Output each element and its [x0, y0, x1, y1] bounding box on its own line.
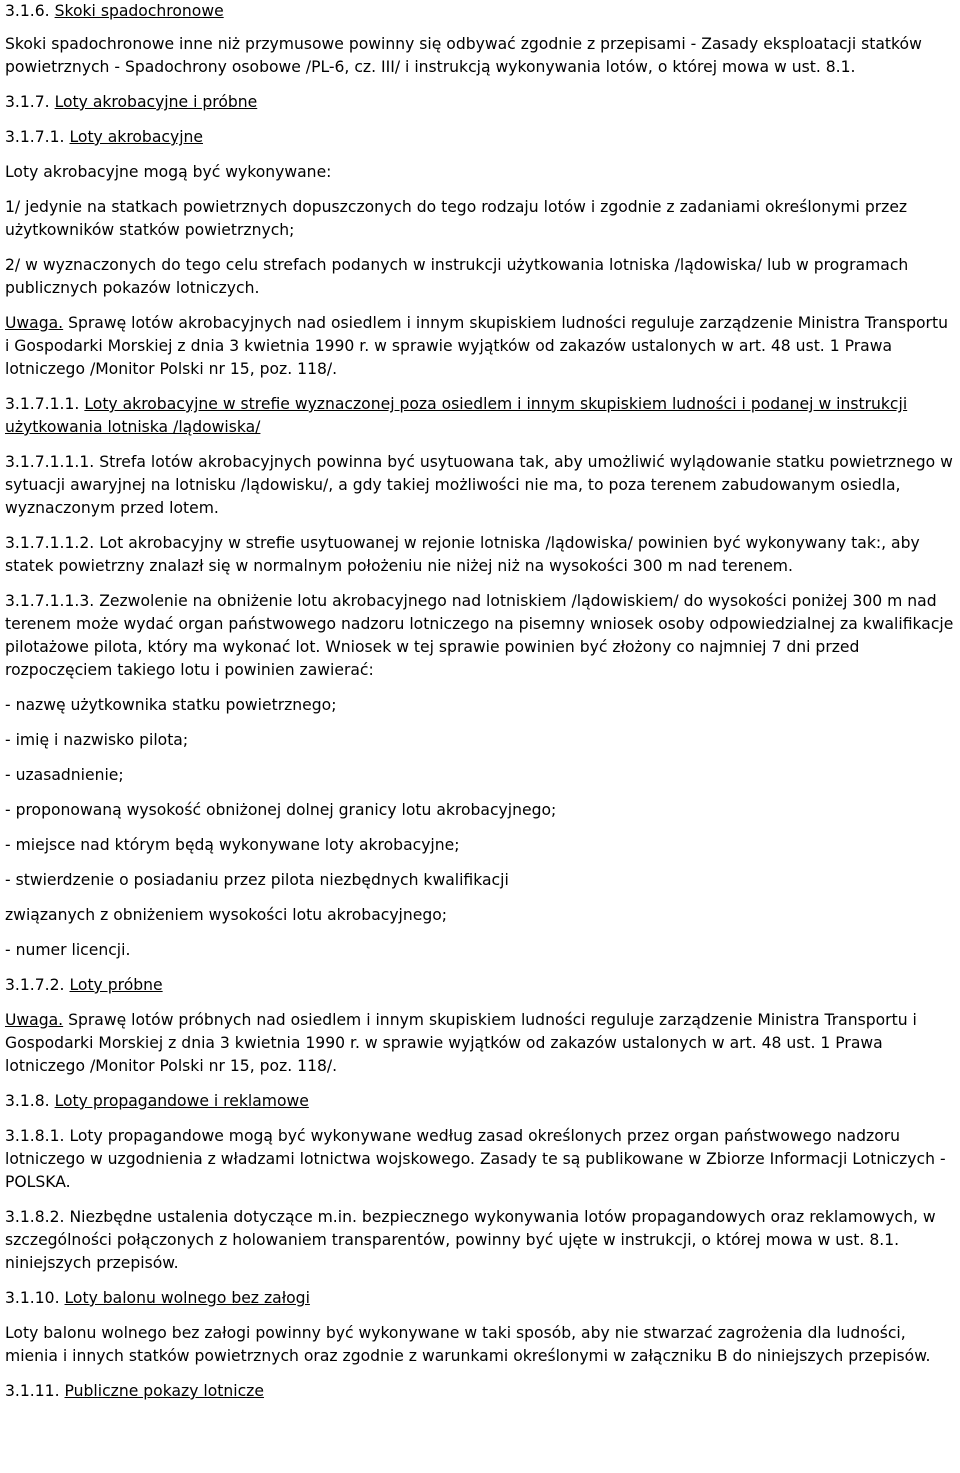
list-item: - uzasadnienie; [5, 766, 124, 784]
section-title: Publiczne pokazy lotnicze [64, 1382, 264, 1400]
note-paragraph [5, 1009, 955, 1078]
section-heading-3-1-10 [5, 1287, 955, 1310]
paragraph: Skoki spadochronowe inne niż przymusowe powinny się odbywać zgodnie z przepisami - Zasady eksploatacji statków powietrznych - Spadochrony osobowe /PL-6, cz. III/ i instrukcją wykonywania lotów, o której mowa w ust. 8.1. [5, 35, 922, 76]
section-number: 3.1.7.2. [5, 976, 70, 994]
section-heading-3-1-7-1 [5, 126, 955, 149]
section-heading-3-1-6 [5, 0, 955, 23]
section-title: Loty propagandowe i reklamowe [54, 1092, 309, 1110]
note-paragraph [5, 312, 955, 381]
paragraph: 2/ w wyznaczonych do tego celu strefach podanych w instrukcji użytkowania lotniska /lądowiska/ lub w programach publicznych pokazów lotniczych. [5, 256, 909, 297]
paragraph: Loty balonu wolnego bez załogi powinny być wykonywane w taki sposób, aby nie stwarzać zagrożenia dla ludności, mienia i innych statków powietrznych oraz zgodnie z warunkami określonymi w załączniku B do niniejszych przepisów. [5, 1324, 931, 1365]
list-item: - proponowaną wysokość obniżonej dolnej granicy lotu akrobacyjnego; [5, 801, 557, 819]
section-number: 3.1.7.1.1. [5, 395, 85, 413]
section-number: 3.1.7.1. [5, 128, 70, 146]
section-heading-3-1-7 [5, 91, 955, 114]
paragraph: 3.1.8.2. Niezbędne ustalenia dotyczące m.in. bezpiecznego wykonywania lotów propagandowych oraz reklamowych, w szczególności połączonych z holowaniem transparentów, powinny być ujęte w instrukcji, o której mowa w ust. 8.1. niniejszych przepisów. [5, 1208, 936, 1272]
paragraph: 3.1.7.1.1.1. Strefa lotów akrobacyjnych powinna być usytuowana tak, aby umożliwić wylądowanie statku powietrznego w sytuacji awaryjnej na lotnisku /lądowisku/, a gdy takiej możliwości nie ma, to poza terenem zabudowanym osiedla, wyznaczonym przed lotem. [5, 453, 953, 517]
list-item: - imię i nazwisko pilota; [5, 731, 189, 749]
list-item: związanych z obniżeniem wysokości lotu akrobacyjnego; [5, 906, 448, 924]
list-item: - nazwę użytkownika statku powietrznego; [5, 696, 337, 714]
list-item: - miejsce nad którym będą wykonywane loty akrobacyjne; [5, 836, 460, 854]
note-label: Uwaga. [5, 1011, 64, 1029]
section-number: 3.1.8. [5, 1092, 55, 1110]
section-heading-3-1-7-1-1 [5, 393, 955, 439]
paragraph: 1/ jedynie na statkach powietrznych dopuszczonych do tego rodzaju lotów i zgodnie z zadaniami określonymi przez użytkowników statków powietrznych; [5, 198, 908, 239]
section-number: 3.1.7. [5, 93, 55, 111]
note-text: Sprawę lotów próbnych nad osiedlem i innym skupiskiem ludności reguluje zarządzenie Ministra Transportu i Gospodarki Morskiej z dnia 3 kwietnia 1990 r. w sprawie wyjątków od zakazów ustalonych w art. 48 ust. 1 Prawa lotniczego /Monitor Polski nr 15, poz. 118/. [5, 1011, 917, 1075]
section-number: 3.1.11. [5, 1382, 65, 1400]
paragraph: 3.1.7.1.1.3. Zezwolenie na obniżenie lotu akrobacyjnego nad lotniskiem /lądowiskiem/ do wysokości poniżej 300 m nad terenem może wydać organ państwowego nadzoru lotniczego na pisemny wniosek osoby odpowiedzialnej za kwalifikacje pilotażowe pilota, który ma wykonać lot. Wniosek w tej sprawie powinien być złożony co najmniej 7 dni przed rozpoczęciem takiego lotu i powinien zawierać: [5, 592, 954, 679]
section-title: Loty akrobacyjne w strefie wyznaczonej poza osiedlem i innym skupiskiem ludności i podanej w instrukcji użytkowania lotniska /lądowiska/ [5, 395, 908, 436]
section-heading-3-1-7-2 [5, 974, 955, 997]
paragraph: Loty akrobacyjne mogą być wykonywane: [5, 163, 332, 181]
paragraph: 3.1.8.1. Loty propagandowe mogą być wykonywane według zasad określonych przez organ państwowego nadzoru lotniczego w uzgodnienia z władzami lotnictwa wojskowego. Zasady te są publikowane w Zbiorze Informacji Lotniczych - POLSKA. [5, 1127, 946, 1191]
list-item: - stwierdzenie o posiadaniu przez pilota niezbędnych kwalifikacji [5, 871, 509, 889]
section-title: Loty balonu wolnego bez załogi [64, 1289, 310, 1307]
section-title: Loty akrobacyjne [69, 128, 203, 146]
section-number: 3.1.6. [5, 2, 55, 20]
section-heading-3-1-11 [5, 1380, 955, 1403]
list-item: - numer licencji. [5, 941, 131, 959]
paragraph: 3.1.7.1.1.2. Lot akrobacyjny w strefie usytuowanej w rejonie lotniska /lądowiska/ powinien być wykonywany tak:, aby statek powietrzny znalazł się w normalnym położeniu nie niżej niż na wysokości 300 m nad terenem. [5, 534, 920, 575]
section-number: 3.1.10. [5, 1289, 65, 1307]
section-title: Loty akrobacyjne i próbne [54, 93, 258, 111]
section-title: Skoki spadochronowe [54, 2, 224, 20]
section-title: Loty próbne [69, 976, 163, 994]
note-text: Sprawę lotów akrobacyjnych nad osiedlem i innym skupiskiem ludności reguluje zarządzenie Ministra Transportu i Gospodarki Morskiej z dnia 3 kwietnia 1990 r. w sprawie wyjątków od zakazów ustalonych w art. 48 ust. 1 Prawa lotniczego /Monitor Polski nr 15, poz. 118/. [5, 314, 948, 378]
note-label: Uwaga. [5, 314, 64, 332]
section-heading-3-1-8 [5, 1090, 955, 1113]
